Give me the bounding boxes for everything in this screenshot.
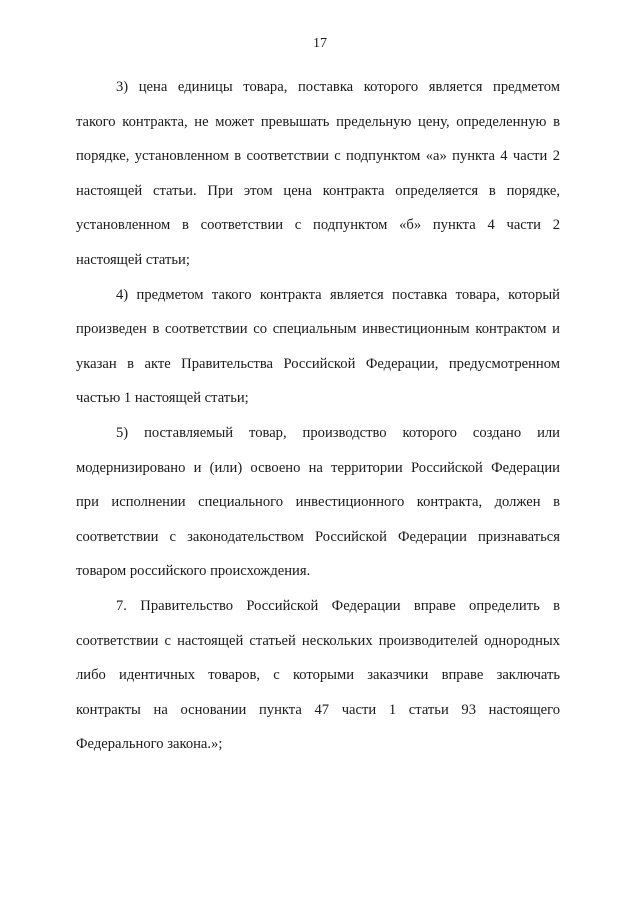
text-line: указан в акте Правительства Российской Федерации, предусмотренном [76,355,560,372]
text-line: соответствии с настоящей статьей нескольких производителей однородных [76,632,560,649]
paragraph-part-7 [76,589,560,762]
text-line: произведен в соответствии со специальным инвестиционным контрактом и [76,321,560,338]
text-line: установленном в соответствии с подпунктом «б» пункта 4 части 2 [76,217,560,234]
text-line: при исполнении специального инвестиционного контракта, должен в [76,494,560,511]
text-line: частью 1 настоящей статьи; [76,390,249,407]
text-line: 5) поставляемый товар, производство которого создано или [116,424,560,441]
document-body [76,70,560,762]
text-line: 3) цена единицы товара, поставка которого является предметом [116,79,560,95]
text-line: модернизировано и (или) освоено на территории Российской Федерации [76,459,560,476]
text-line: либо идентичных товаров, с которыми заказчики вправе заключать [76,667,560,684]
text-line: порядке, установленном в соответствии с подпунктом «а» пункта 4 части 2 [76,148,560,165]
paragraph-item-5 [76,416,560,589]
paragraph-item-4 [76,278,560,416]
text-line: соответствии с законодательством Российской Федерации признаваться [76,528,560,545]
text-line: товаром российского происхождения. [76,563,311,580]
text-line: настоящей статьи. При этом цена контракта определяется в порядке, [76,182,560,199]
page-number: 17 [313,36,327,51]
text-line: контракты на основании пункта 47 части 1 статьи 93 настоящего [76,701,560,718]
text-line: такого контракта, не может превышать предельную цену, определенную в [76,113,560,130]
text-line: 7. Правительство Российской Федерации вправе определить в [116,597,560,614]
paragraph-item-3 [76,70,560,278]
text-line: Федерального закона.»; [76,736,223,753]
text-line: настоящей статьи; [76,251,190,268]
text-line: 4) предметом такого контракта является поставка товара, который [116,286,560,303]
